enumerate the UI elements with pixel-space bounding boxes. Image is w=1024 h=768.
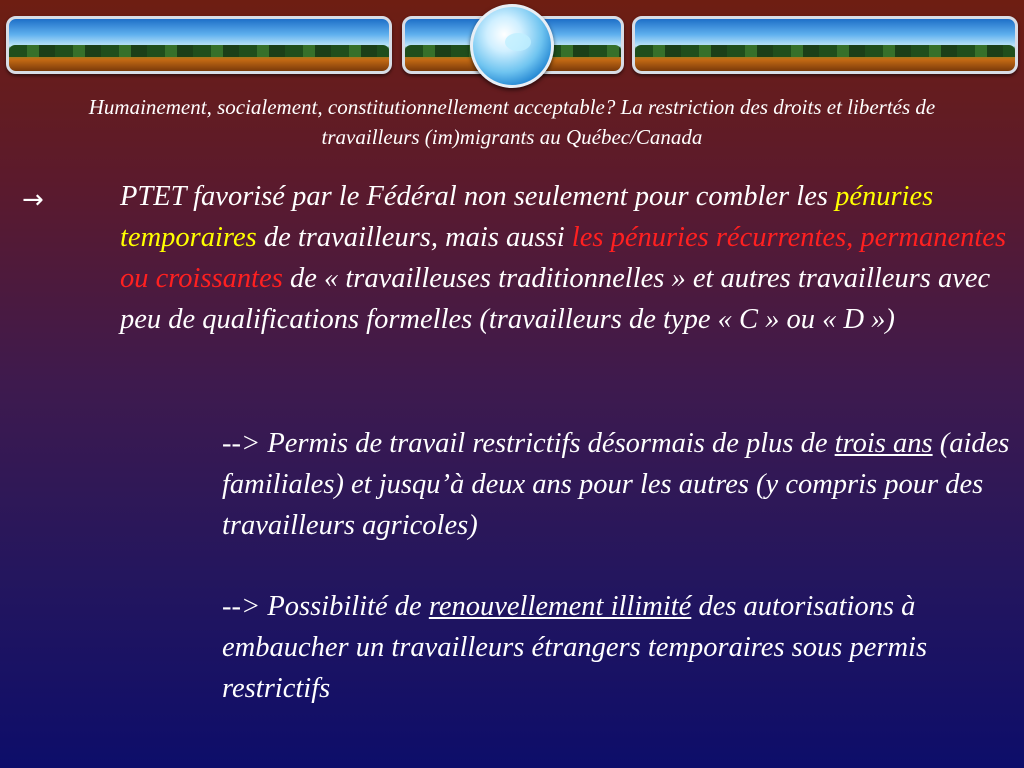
bullet-text-part: de « travailleuses traditionnelles » et autres travailleurs avec peu de qualifications formelles (travailleurs de type « C » ou « D »): [120, 263, 991, 335]
sub-point-work-permits: [222, 423, 1012, 546]
header-banner-right: [632, 16, 1018, 74]
ptet-term: PTET: [120, 181, 187, 212]
sub-text-part: --> Permis de travail restrictifs désormais de plus de: [222, 428, 835, 459]
highlight-recurrent-shortages: les pénuries récurrentes, permanentes ou croissantes: [120, 222, 1007, 294]
main-bullet-text: [120, 176, 1015, 340]
bullet-text-part: de travailleurs, mais aussi: [256, 222, 572, 253]
highlight-temporary-shortages: pénuries temporaires: [120, 181, 934, 253]
sub-text-part: (aides familiales) et jusqu’à deux ans pour les autres (y compris pour des travailleurs agricoles): [222, 428, 1010, 541]
arrow-bullet-icon: →: [22, 185, 44, 215]
sub-point-renewal: [222, 586, 1012, 709]
underlined-three-years: trois ans: [834, 428, 933, 459]
sub-text-part: des autorisations à embaucher un travailleurs étrangers temporaires sous permis restrictifs: [222, 591, 928, 704]
slide-title: Humainement, socialement, constitutionnellement acceptable? La restriction des droits et libertés de travailleurs (im)migrants au Québec/Canada: [88, 95, 936, 149]
bullet-text-part: favorisé par le Fédéral non seulement pour combler les: [186, 181, 836, 212]
header-banner-left: [6, 16, 392, 74]
globe-icon: [470, 4, 554, 88]
sub-text-part: --> Possibilité de: [222, 591, 429, 622]
underlined-unlimited-renewal: renouvellement illimité: [428, 591, 692, 622]
